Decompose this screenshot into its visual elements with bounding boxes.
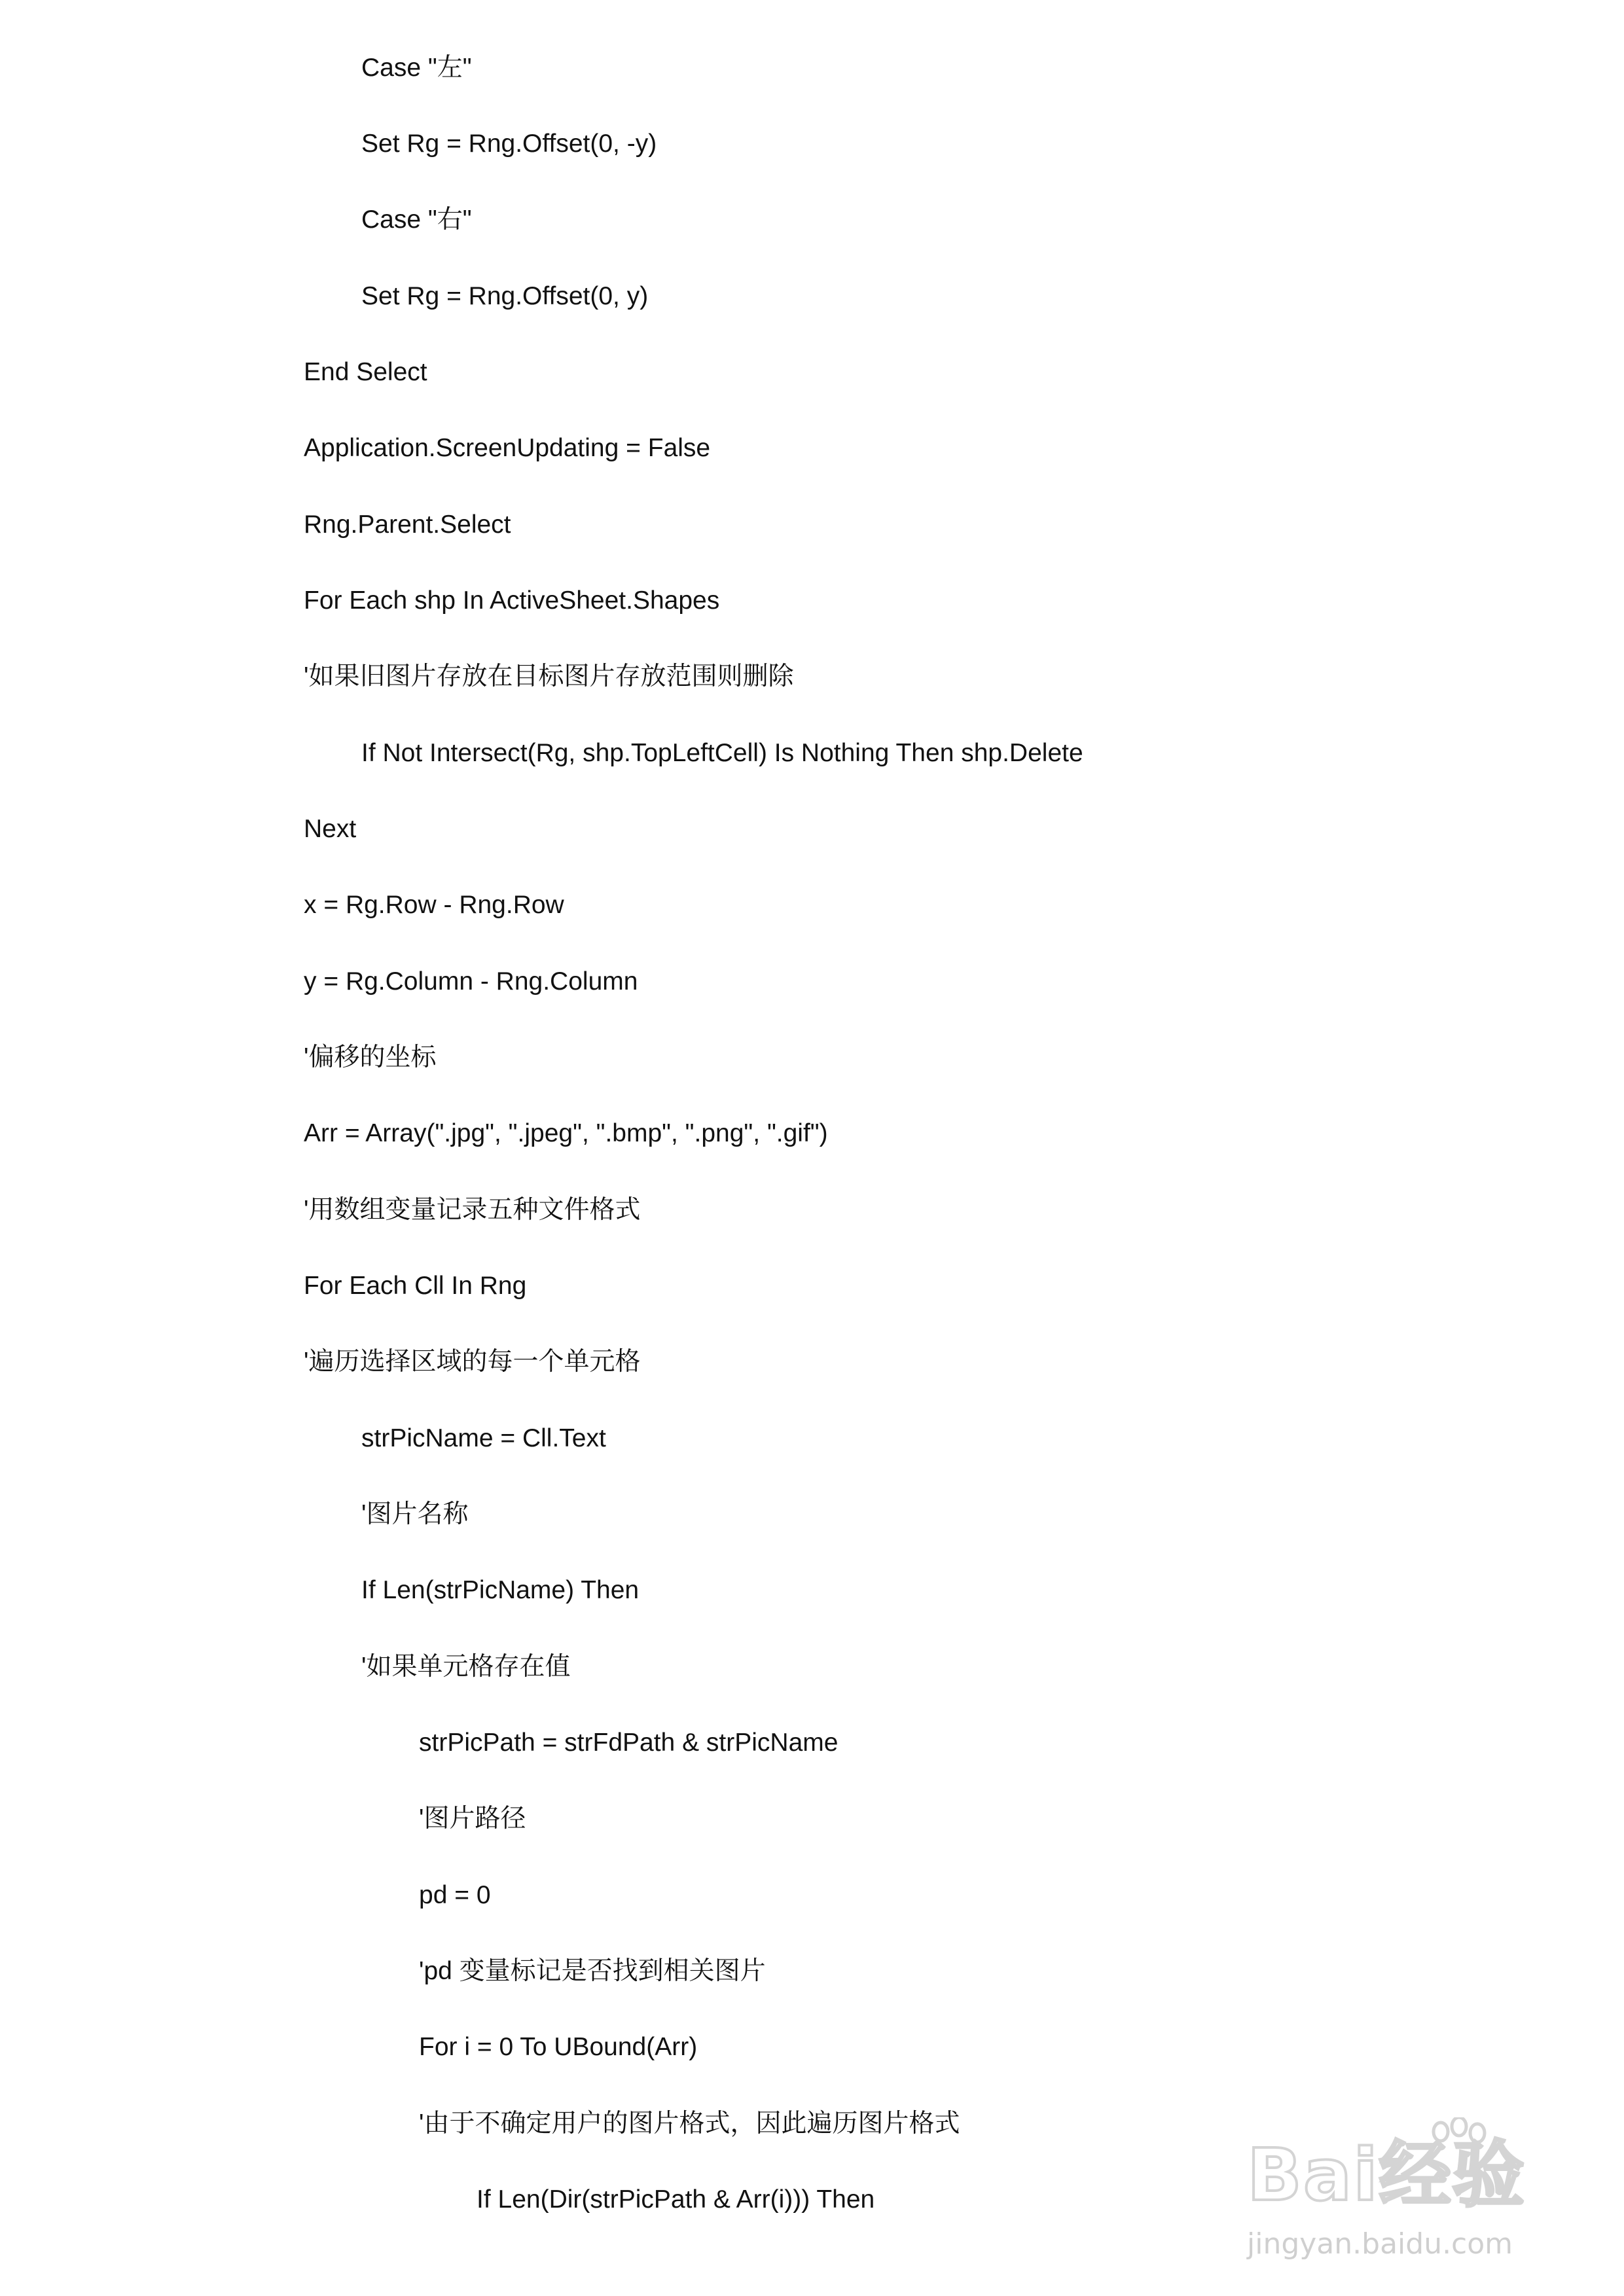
comment-line: '如果单元格存在值 (361, 1653, 571, 1681)
code-line: strPicPath = strFdPath & strPicName (419, 1729, 839, 1757)
code-line: pd = 0 (419, 1881, 491, 1909)
code-line: End Select (304, 358, 427, 386)
code-line: Application.ScreenUpdating = False (304, 434, 711, 462)
code-line: Set Rg = Rng.Offset(0, -y) (361, 130, 657, 158)
code-line: Rng.Parent.Select (304, 511, 511, 539)
comment-line: '图片名称 (361, 1500, 469, 1528)
comment-line: '用数组变量记录五种文件格式 (304, 1196, 641, 1224)
code-line: x = Rg.Row - Rng.Row (304, 891, 564, 919)
code-line: Set Rg = Rng.Offset(0, y) (361, 282, 649, 310)
code-line: y = Rg.Column - Rng.Column (304, 967, 638, 996)
code-line: If Len(Dir(strPicPath & Arr(i))) Then (477, 2185, 875, 2214)
comment-line: '由于不确定用户的图片格式，因此遍历图片格式 (419, 2109, 960, 2138)
code-line: If Not Intersect(Rg, shp.TopLeftCell) Is Nothing Then shp.Delete (361, 739, 1083, 767)
watermark-url: jingyan.baidu.com (1247, 2227, 1513, 2261)
code-line: Case "右" (361, 206, 472, 234)
comment-line: '图片路径 (419, 1804, 526, 1833)
comment-line: '遍历选择区域的每一个单元格 (304, 1348, 641, 1376)
comment-line: '偏移的坐标 (304, 1043, 437, 1071)
code-line: Arr = Array(".jpg", ".jpeg", ".bmp", ".png", ".gif") (304, 1119, 828, 1147)
code-line: If Len(strPicName) Then (361, 1576, 640, 1604)
paw-icon (1418, 2117, 1497, 2170)
comment-line: 'pd 变量标记是否找到相关图片 (419, 1957, 766, 1985)
comment-line: '如果旧图片存放在目标图片存放范围则删除 (304, 662, 794, 691)
code-line: Case "左" (361, 54, 472, 82)
code-line: For Each Cll In Rng (304, 1272, 527, 1300)
code-line: For i = 0 To UBound(Arr) (419, 2033, 698, 2061)
baidu-jingyan-watermark (1247, 2117, 1561, 2281)
code-line: strPicName = Cll.Text (361, 1424, 606, 1452)
code-line: Next (304, 815, 357, 843)
watermark-logo: Bai经验 (1247, 2133, 1526, 2217)
code-line: For Each shp In ActiveSheet.Shapes (304, 586, 720, 615)
